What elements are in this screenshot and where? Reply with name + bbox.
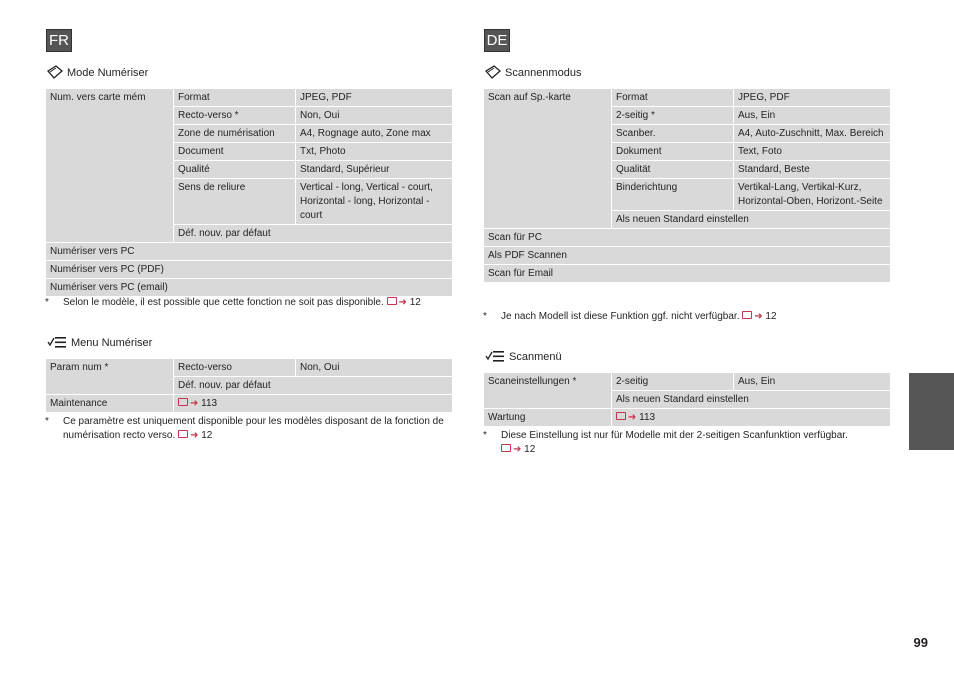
table-cell: Scan auf Sp.-karte (484, 89, 612, 229)
page-reference[interactable]: 12 (409, 297, 421, 308)
arrow-icon: ➜ (513, 444, 522, 455)
table-row (484, 89, 891, 107)
footnote-fr-2: * Ce paramètre est uniquement disponible pour les modèles disposant de la fonction de numérisation recto verso. ➜ 12 (45, 416, 444, 441)
arrow-icon: ➜ (190, 398, 199, 409)
table-row (46, 261, 453, 279)
table-row (46, 395, 453, 413)
table-row (484, 247, 891, 265)
scan-mode-icon (47, 65, 63, 79)
table-cell: Déf. nouv. par défaut (174, 377, 453, 395)
table-cell: Sens de reliure (174, 179, 296, 225)
table-cell: Standard, Beste (734, 161, 891, 179)
scan-menu-title-de: Scanmenü (485, 349, 562, 365)
table-cell: Aus, Ein (734, 107, 891, 125)
table-cell: Aus, Ein (734, 373, 891, 391)
table-cell: Wartung (484, 409, 612, 427)
book-icon (742, 311, 752, 319)
table-cell: 2-seitig (612, 373, 734, 391)
table-cell: Num. vers carte mém (46, 89, 174, 243)
table-cell: Text, Foto (734, 143, 891, 161)
table-cell: Scan für PC (484, 229, 891, 247)
table-row (484, 409, 891, 427)
table-row (46, 279, 453, 297)
book-icon (178, 398, 188, 406)
table-cell: Qualität (612, 161, 734, 179)
book-icon (387, 297, 397, 305)
footnote-de-1: * Je nach Modell ist diese Funktion ggf. nicht verfügbar. ➜ 12 (483, 311, 777, 322)
table-row (46, 243, 453, 261)
book-icon (501, 444, 511, 452)
scan-mode-title-fr: Mode Numériser (47, 65, 148, 81)
table-cell: Txt, Photo (296, 143, 453, 161)
table-cell: JPEG, PDF (734, 89, 891, 107)
table-cell: Qualité (174, 161, 296, 179)
table-cell: Format (612, 89, 734, 107)
page-reference[interactable]: 12 (765, 311, 777, 322)
scan-mode-table-de (483, 88, 891, 283)
table-cell: Param num * (46, 359, 174, 395)
footnote-de-2: * Diese Einstellung ist nur für Modelle mit der 2-seitigen Scanfunktion verfügbar. ➜ 12 (483, 430, 848, 455)
table-cell: Document (174, 143, 296, 161)
footnote-fr-1: * Selon le modèle, il est possible que cette fonction ne soit pas disponible. ➜ 12 (45, 297, 421, 308)
menu-list-icon (47, 336, 67, 349)
page-reference[interactable]: 12 (201, 430, 213, 441)
table-row (46, 359, 453, 377)
arrow-icon: ➜ (754, 311, 763, 322)
table-cell: JPEG, PDF (296, 89, 453, 107)
page-reference[interactable]: 113 (201, 398, 218, 409)
table-cell: Vertikal-Lang, Vertikal-Kurz, Horizontal-Oben, Horizont.-Seite (734, 179, 891, 211)
table-cell: Maintenance (46, 395, 174, 413)
scan-menu-title-fr: Menu Numériser (47, 335, 152, 351)
page-reference[interactable]: 113 (639, 412, 656, 423)
table-cell: Standard, Supérieur (296, 161, 453, 179)
language-badge-de: DE (484, 29, 510, 52)
table-row (484, 373, 891, 391)
table-cell: Als neuen Standard einstellen (612, 391, 891, 409)
arrow-icon: ➜ (190, 430, 199, 441)
table-row (484, 265, 891, 283)
table-cell: Format (174, 89, 296, 107)
language-badge-fr: FR (46, 29, 72, 52)
table-cell: Binderichtung (612, 179, 734, 211)
table-cell: A4, Rognage auto, Zone max (296, 125, 453, 143)
arrow-icon: ➜ (628, 412, 637, 423)
chapter-side-tab (909, 373, 954, 450)
table-cell: Scanber. (612, 125, 734, 143)
page-reference[interactable]: 12 (524, 444, 536, 455)
table-row (484, 229, 891, 247)
table-cell: Dokument (612, 143, 734, 161)
table-cell: Numériser vers PC (46, 243, 453, 261)
table-cell: Non, Oui (296, 359, 453, 377)
scan-menu-table-de (483, 372, 891, 427)
scan-menu-table-fr (45, 358, 453, 413)
table-cell (174, 395, 453, 413)
table-cell: Recto-verso (174, 359, 296, 377)
book-icon (178, 430, 188, 438)
table-cell: Als PDF Scannen (484, 247, 891, 265)
menu-list-icon (485, 350, 505, 363)
book-icon (616, 412, 626, 420)
table-cell: Scan für Email (484, 265, 891, 283)
table-cell (612, 409, 891, 427)
table-cell: Déf. nouv. par défaut (174, 225, 453, 243)
table-cell: Numériser vers PC (email) (46, 279, 453, 297)
table-row (46, 89, 453, 107)
table-cell: Recto-verso * (174, 107, 296, 125)
table-cell: Numériser vers PC (PDF) (46, 261, 453, 279)
arrow-icon: ➜ (398, 297, 407, 308)
table-cell: A4, Auto-Zuschnitt, Max. Bereich (734, 125, 891, 143)
table-cell: 2-seitig * (612, 107, 734, 125)
table-cell: Zone de numérisation (174, 125, 296, 143)
table-cell: Als neuen Standard einstellen (612, 211, 891, 229)
scan-mode-table-fr (45, 88, 453, 297)
table-cell: Non, Oui (296, 107, 453, 125)
table-cell: Scaneinstellungen * (484, 373, 612, 409)
scan-mode-title-de: Scannenmodus (485, 65, 581, 81)
page-number: 99 (913, 635, 928, 650)
table-cell: Vertical - long, Vertical - court, Horizontal - long, Horizontal - court (296, 179, 453, 225)
scan-mode-icon (485, 65, 501, 79)
